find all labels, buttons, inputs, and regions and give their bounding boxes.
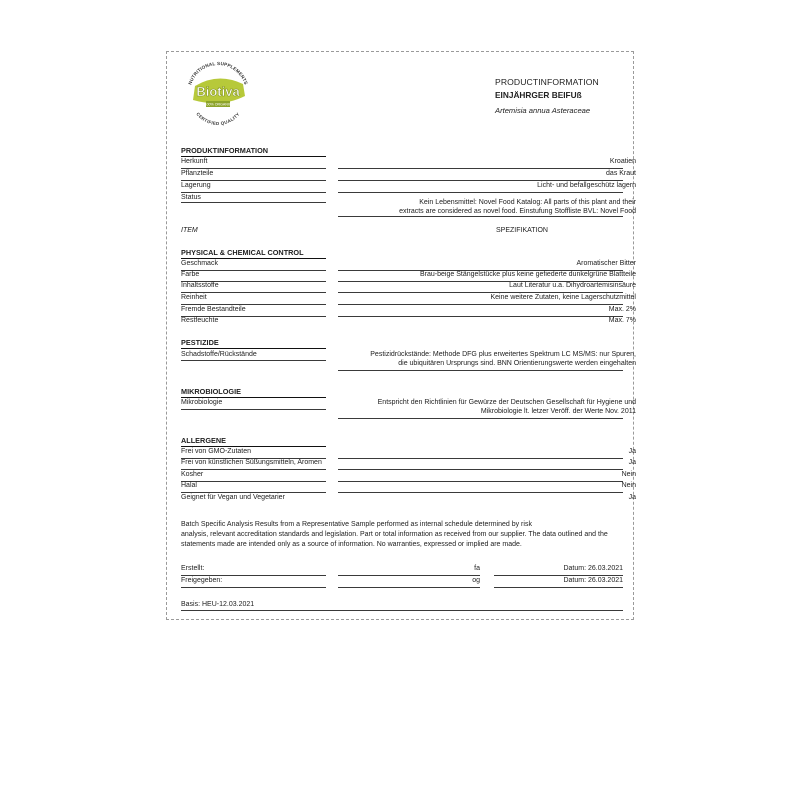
row-value: Ja <box>628 448 636 455</box>
row-value: Ja <box>628 494 636 501</box>
row-value: Ja <box>628 459 636 466</box>
row-value: Laut Literatur u.a. Dihydroartemisinsäure <box>509 282 636 289</box>
created-date: Datum: 26.03.2021 <box>563 565 623 572</box>
disclaimer-line: statements made are intended only as a source of information. No warranties, expressed or implied are made. <box>181 541 522 548</box>
section-pestizide: PESTIZIDE <box>181 337 326 349</box>
spec-label: SPEZIFIKATION <box>496 227 548 234</box>
row-key: Geschmack <box>181 260 218 267</box>
logo-tag: 100% ORGANIC <box>204 102 232 107</box>
row-key: Inhaltsstoffe <box>181 282 219 289</box>
row-value: Nein <box>621 471 636 478</box>
row-value: Keine weitere Zutaten, keine Lagerschutzmittel <box>490 294 636 301</box>
logo-brand: Biotiva <box>196 84 240 99</box>
row-key: Herkunft <box>181 158 208 165</box>
row-key: Pflanzteile <box>181 170 214 177</box>
basis-reference: Basis: HEU-12.03.2021 <box>181 601 255 608</box>
row-value: Aromatischer Bitter <box>576 260 636 267</box>
row-key: Farbe <box>181 271 200 278</box>
biotiva-logo <box>181 56 255 130</box>
row-value-line2: die ubiquitären Ursprungs sind. BNN Orientierungswerte werden eingehalten <box>398 360 636 367</box>
row-value: Max. 7% <box>608 317 636 324</box>
row-value-line1: Pestizidrückstände: Methode DFG plus erweitertes Spektrum LC MS/MS: nur Spuren, <box>370 351 636 358</box>
logo-arc-bottom: CERTIFIED QUALITY <box>195 111 241 127</box>
disclaimer-line: analysis, relevant accreditation standards and legislation. Part or total information as received from our supplier. The data outlined and the <box>181 531 608 538</box>
section-allergene: ALLERGENE <box>181 435 326 447</box>
item-label: ITEM <box>181 227 198 234</box>
row-key: Fremde Bestandteile <box>181 306 246 313</box>
row-value-line2: Mikrobiologie lt. letzer Veröff. der Werte Nov. 2011 <box>480 408 636 415</box>
row-value-line2: extracts are considered as novel food. Einstufung Stoffliste BVL: Novel Food <box>399 208 636 215</box>
document-header <box>495 76 631 117</box>
row-value-line1: Kein Lebensmittel: Novel Food Katalog: All parts of this plant and their <box>419 199 636 206</box>
row-value: Max. 2% <box>608 306 636 313</box>
disclaimer <box>181 520 621 550</box>
row-value: Licht- und befallgeschütz lagern <box>537 182 636 189</box>
row-value-line1: Entspricht den Richtlinien für Gewürze der Deutschen Gesellschaft für Hygiene und <box>377 399 636 406</box>
row-key: Schadstoffe/Rückstände <box>181 351 257 358</box>
row-key: Reinheit <box>181 294 207 301</box>
section-physical-chemical: PHYSICAL & CHEMICAL CONTROL <box>181 247 326 259</box>
row-value: Nein <box>621 482 636 489</box>
disclaimer-line: Batch Specific Analysis Results from a Representative Sample performed as internal schedule determined by risk <box>181 521 532 528</box>
row-value: Kroatien <box>609 158 636 165</box>
row-value: Brau-beige Stängelstücke plus keine gefiederte dunkelgrüne Blattteile <box>420 271 636 278</box>
approved-initials: og <box>472 577 480 584</box>
section-mikrobiologie: MIKROBIOLOGIE <box>181 386 326 398</box>
row-key: Kosher <box>181 471 204 478</box>
created-label: Erstellt: <box>181 565 205 572</box>
row-key: Status <box>181 194 201 201</box>
logo-arc-top: NUTRITIONAL SUPPLEMENTS <box>187 60 249 86</box>
created-initials: fa <box>474 565 480 572</box>
row-value: das Kraut <box>606 170 636 177</box>
row-key: Frei von GMO-Zutaten <box>181 448 252 455</box>
row-key: Lagerung <box>181 182 211 189</box>
approved-date: Datum: 26.03.2021 <box>563 577 623 584</box>
doc-title: PRODUCTINFORMATION <box>495 77 599 87</box>
product-name: EINJÄHRGER BEIFUß <box>495 90 582 100</box>
botanical-name: Artemisia annua Asteraceae <box>495 106 591 115</box>
product-sheet <box>166 51 634 620</box>
row-key: Geignet für Vegan und Vegetarier <box>181 494 285 501</box>
svg-text:CERTIFIED QUALITY <box>195 111 240 126</box>
row-key: Halal <box>181 482 197 489</box>
row-key: Restfeuchte <box>181 317 219 324</box>
section-produktinformation: PRODUKTINFORMATION <box>181 145 326 157</box>
row-key: Mikrobiologie <box>181 399 223 406</box>
row-key: Frei von künstlichen Süßungsmitteln, Aromen <box>181 459 322 466</box>
approved-label: Freigegeben: <box>181 577 223 584</box>
